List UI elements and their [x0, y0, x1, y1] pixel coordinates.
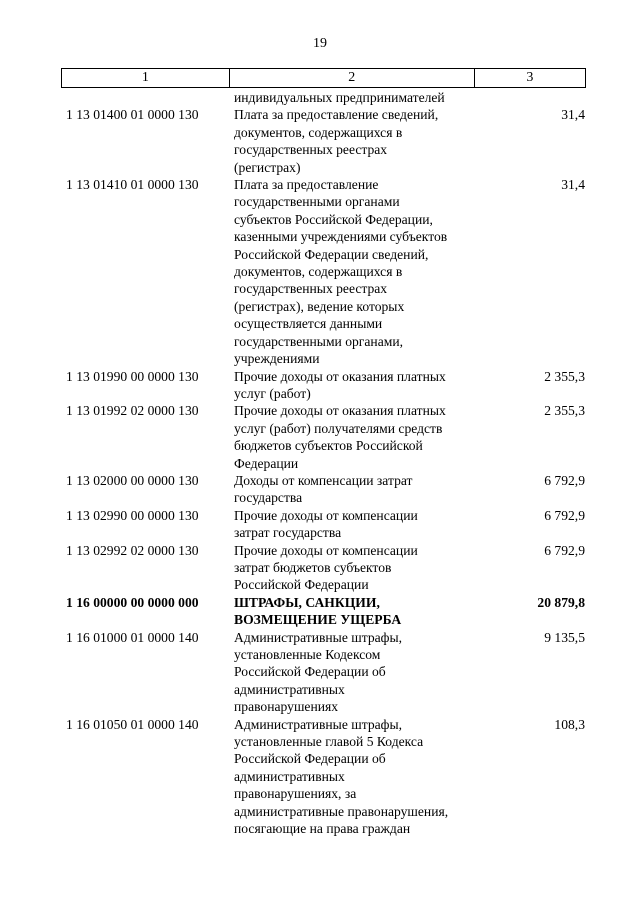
name-line: государственных реестрах	[234, 281, 388, 297]
revenue-rows	[61, 106, 586, 837]
table-row-name	[229, 106, 475, 176]
table-row-amount: 6 792,9	[544, 472, 585, 488]
name-line: административные правонарушения,	[234, 803, 449, 819]
table-row-name	[229, 176, 475, 367]
name-line: правонарушениях	[234, 699, 339, 715]
column-header-table	[61, 68, 586, 88]
table-row-name	[229, 594, 475, 629]
table-row-name	[229, 89, 475, 106]
name-line: Административные штрафы,	[234, 629, 402, 645]
name-line: (регистрах)	[234, 159, 301, 175]
name-line: Российской Федерации об	[234, 664, 386, 680]
table-row	[61, 594, 586, 629]
name-line: Административные штрафы,	[234, 716, 402, 732]
name-line: затрат бюджетов субъектов	[234, 559, 392, 575]
table-row-amount: 6 792,9	[544, 507, 585, 523]
table-row-amount: 9 135,5	[544, 629, 585, 645]
name-line: Российской Федерации	[234, 577, 369, 593]
table-row-name	[229, 368, 475, 403]
table-row	[61, 472, 586, 507]
name-line: Прочие доходы от оказания платных	[234, 403, 446, 419]
table-row-code: 1 13 02992 02 0000 130	[66, 542, 199, 558]
column-header-name: 2	[229, 69, 474, 88]
table-row-amount: 108,3	[554, 716, 585, 732]
name-line: ВОЗМЕЩЕНИЕ УЩЕРБА	[234, 612, 402, 628]
table-row	[61, 716, 586, 838]
column-header-amount: 3	[474, 69, 585, 88]
column-header-row	[62, 69, 586, 88]
table-row-code: 1 13 01400 01 0000 130	[66, 107, 199, 123]
table-row-name	[229, 507, 475, 542]
table-row-amount: 31,4	[561, 107, 585, 123]
table-row-amount: 2 355,3	[544, 403, 585, 419]
name-line: услуг (работ)	[234, 385, 311, 401]
table-row	[61, 176, 586, 367]
name-line: Прочие доходы от компенсации	[234, 542, 418, 558]
table-row-code: 1 16 01050 01 0000 140	[66, 716, 199, 732]
name-line: (регистрах), ведение которых	[234, 298, 405, 314]
table-row-code: 1 13 02990 00 0000 130	[66, 507, 199, 523]
name-line: услуг (работ) получателями средств	[234, 420, 443, 436]
name-line: ШТРАФЫ, САНКЦИИ,	[234, 594, 380, 610]
table-row-name	[229, 542, 475, 594]
name-line: государственными органами,	[234, 333, 404, 349]
name-line: государственных реестрах	[234, 142, 388, 158]
name-line: правонарушениях, за	[234, 786, 357, 802]
table-row-name	[229, 402, 475, 472]
table-row-code: 1 13 01990 00 0000 130	[66, 368, 199, 384]
name-line: Федерации	[234, 455, 299, 471]
name-line: документов, содержащихся в	[234, 264, 403, 280]
table-row-code: 1 13 02000 00 0000 130	[66, 472, 199, 488]
table-row-amount: 6 792,9	[544, 542, 585, 558]
table-row-amount: 2 355,3	[544, 368, 585, 384]
name-line: государства	[234, 490, 303, 506]
revenue-table-body	[61, 89, 586, 837]
table-row-amount: 31,4	[561, 177, 585, 193]
name-line: Плата за предоставление	[234, 177, 379, 193]
name-line: осуществляется данными	[234, 316, 383, 332]
name-line: административных	[234, 681, 345, 697]
table-row-name	[229, 472, 475, 507]
table-row-code: 1 13 01992 02 0000 130	[66, 403, 199, 419]
table-row	[61, 507, 586, 542]
table-row	[61, 542, 586, 594]
name-line: Прочие доходы от оказания платных	[234, 368, 446, 384]
name-line: Российской Федерации об	[234, 751, 386, 767]
name-line: индивидуальных предпринимателей	[234, 90, 445, 105]
table-row-name	[229, 629, 475, 716]
name-line: государственными органами	[234, 194, 400, 210]
name-line: казенными учреждениями субъектов	[234, 229, 448, 245]
name-line: Плата за предоставление сведений,	[234, 107, 439, 123]
table-row-code: 1 13 01410 01 0000 130	[66, 177, 199, 193]
name-line: затрат государства	[234, 525, 342, 541]
table-row-name	[229, 716, 475, 838]
name-line: Доходы от компенсации затрат	[234, 472, 413, 488]
table-row	[61, 106, 586, 176]
table-row-code: 1 16 00000 00 0000 000	[66, 594, 199, 610]
continuation-row	[61, 89, 586, 106]
name-line: учреждениями	[234, 351, 320, 367]
table-row-code: 1 16 01000 01 0000 140	[66, 629, 199, 645]
name-line: бюджетов субъектов Российской	[234, 438, 423, 454]
name-line: Российской Федерации сведений,	[234, 246, 429, 262]
name-line: административных	[234, 768, 345, 784]
name-line: установленные главой 5 Кодекса	[234, 734, 424, 750]
page-number: 19	[313, 36, 327, 51]
name-line: документов, содержащихся в	[234, 124, 403, 140]
table-row	[61, 629, 586, 716]
table-row-amount: 20 879,8	[537, 594, 585, 610]
column-header-code: 1	[62, 69, 230, 88]
table-row	[61, 402, 586, 472]
name-line: установленные Кодексом	[234, 647, 381, 662]
name-line: Прочие доходы от компенсации	[234, 507, 418, 523]
table-row	[61, 368, 586, 403]
name-line: субъектов Российской Федерации,	[234, 211, 433, 227]
name-line: посягающие на права граждан	[234, 821, 411, 837]
